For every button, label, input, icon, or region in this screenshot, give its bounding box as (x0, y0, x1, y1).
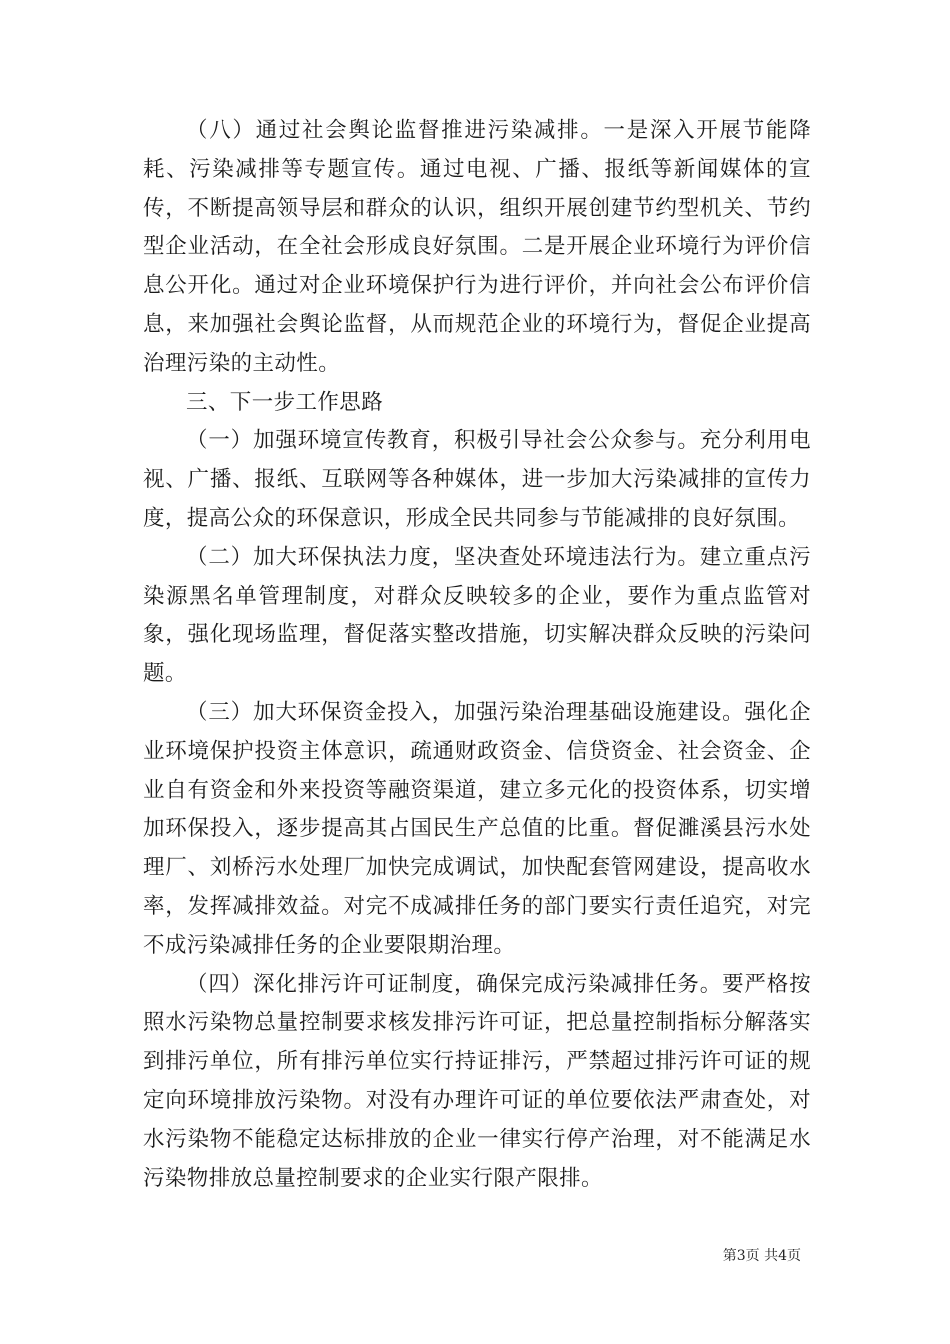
section-heading-next-steps: 三、下一步工作思路 (186, 389, 384, 415)
footer-prefix: 第 (722, 1248, 737, 1264)
paragraph-four: （四）深化排污许可证制度，确保完成污染减排任务。要严格按照水污染物总量控制要求核发排污许可证，把总量控制指标分解落实到排污单位，所有排污单位实行持证排污，严禁超过排污许可证的规定向环境排放污染物。对没有办理许可证的单位要依法严肃查处，对水污染物不能稳定达标排放的企业一律实行停产治理，对不能满足水污染物排放总量控制要求的企业实行限产限排。 (143, 971, 811, 1191)
footer-suffix: 页 (787, 1248, 801, 1264)
document-body (143, 112, 811, 1198)
footer-current-page: 3 (736, 1248, 746, 1264)
page-footer (0, 1247, 801, 1265)
paragraph-three: （三）加大环保资金投入，加强污染治理基础设施建设。强化企业环境保护投资主体意识，疏通财政资金、信贷资金、社会资金、企业自有资金和外来投资等融资渠道，建立多元化的投资体系，切实增加环保投入，逐步提高其占国民生产总值的比重。督促濉溪县污水处理厂、刘桥污水处理厂加快完成调试，加快配套管网建设，提高收水率，发挥减排效益。对完不成减排任务的部门要实行责任追究，对完不成污染减排任务的企业要限期治理。 (143, 699, 811, 958)
paragraph-eight: （八）通过社会舆论监督推进污染减排。一是深入开展节能降耗、污染减排等专题宣传。通过电视、广播、报纸等新闻媒体的宣传，不断提高领导层和群众的认识，组织开展创建节约型机关、节约型企业活动，在全社会形成良好氛围。二是开展企业环境行为评价信息公开化。通过对企业环境保护行为进行评价，并向社会公布评价信息，来加强社会舆论监督，从而规范企业的环境行为，督促企业提高治理污染的主动性。 (143, 118, 811, 376)
paragraph-two: （二）加大环保执法力度，坚决查处环境违法行为。建立重点污染源黑名单管理制度，对群众反映较多的企业，要作为重点监管对象，强化现场监理，督促落实整改措施，切实解决群众反映的污染问题。 (143, 544, 811, 687)
footer-middle: 页 共 (745, 1248, 779, 1264)
paragraph-one: （一）加强环境宣传教育，积极引导社会公众参与。充分利用电视、广播、报纸、互联网等各种媒体，进一步加大污染减排的宣传力度，提高公众的环保意识，形成全民共同参与节能减排的良好氛围。 (143, 428, 811, 531)
footer-total-pages: 4 (778, 1248, 787, 1264)
